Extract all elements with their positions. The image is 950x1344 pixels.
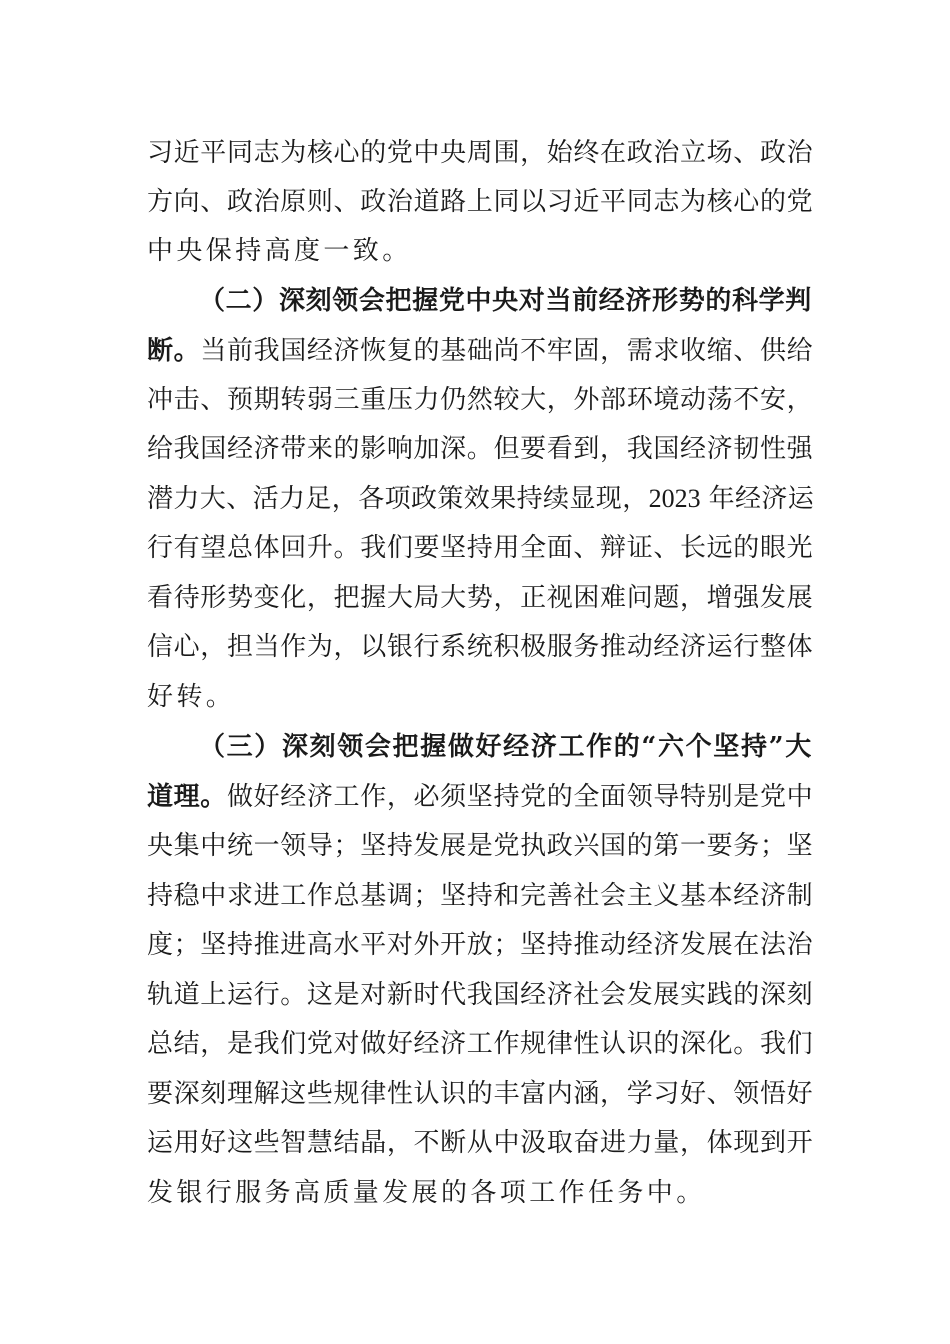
text-line: 轨道上运行。这是对新时代我国经济社会发展实践的深刻 — [147, 980, 814, 1010]
text-line: 好转。 — [147, 682, 236, 712]
year-number: 2023 — [648, 484, 701, 513]
text-line — [147, 772, 817, 822]
text-line: 冲击、预期转弱三重压力仍然较大，外部环境动荡不安， — [147, 385, 814, 415]
text-line: 持稳中求进工作总基调；坚持和完善社会主义基本经济制 — [147, 881, 814, 911]
text-segment: 年经济运 — [708, 484, 815, 514]
text-line — [147, 326, 817, 376]
text-line: 方向、政治原则、政治道路上同以习近平同志为核心的党 — [147, 187, 814, 217]
text-line: 度；坚持推进高水平对外开放；坚持推动经济发展在法治 — [147, 930, 814, 960]
text-line — [147, 474, 817, 524]
text-line: 看待形势变化，把握大局大势，正视困难问题，增强发展 — [147, 583, 814, 613]
text-segment: 潜力大、活力足，各项政策效果持续显现， — [147, 484, 649, 514]
text-line: 要深刻理解这些规律性认识的丰富内涵，学习好、领悟好 — [147, 1079, 814, 1109]
section-heading-3: （三）深刻领会把握做好经济工作的“六个坚持”大 — [199, 732, 813, 762]
text-segment: 当前我国经济恢复的基础尚不牢固，需求收缩、供给 — [200, 336, 814, 366]
text-line: 行有望总体回升。我们要坚持用全面、辩证、长远的眼光 — [147, 533, 814, 563]
text-segment: 做好经济工作，必须坚持党的全面领导特别是党中 — [226, 782, 814, 812]
section-heading-2-tail: 断。 — [147, 336, 201, 366]
text-line: 给我国经济带来的影响加深。但要看到，我国经济韧性强 — [147, 434, 814, 464]
text-line: 发银行服务高质量发展的各项工作任务中。 — [147, 1178, 706, 1208]
text-line: 运用好这些智慧结晶，不断从中汲取奋进力量，体现到开 — [147, 1128, 814, 1158]
text-line: 信心，担当作为，以银行系统积极服务推动经济运行整体 — [147, 632, 814, 662]
text-line: 央集中统一领导；坚持发展是党执政兴国的第一要务；坚 — [147, 831, 814, 861]
text-line: 总结，是我们党对做好经济工作规律性认识的深化。我们 — [147, 1029, 814, 1059]
text-line: 中央保持高度一致。 — [147, 236, 412, 266]
text-line: 习近平同志为核心的党中央周围，始终在政治立场、政治 — [147, 138, 814, 168]
section-heading-2: （二）深刻领会把握党中央对当前经济形势的科学判 — [199, 286, 812, 316]
section-heading-3-tail: 道理。 — [147, 782, 227, 812]
